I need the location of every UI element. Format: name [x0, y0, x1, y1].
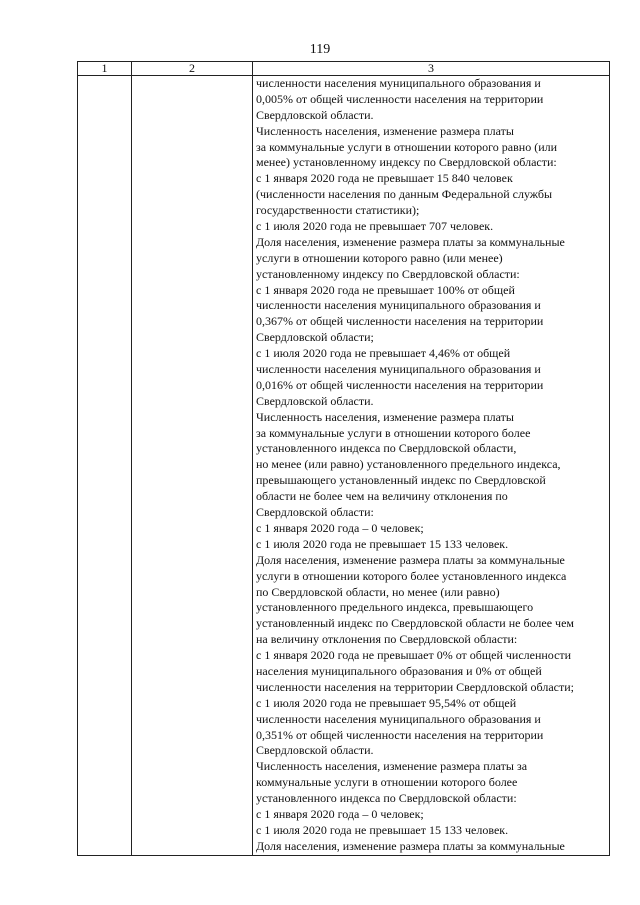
- table-row: [78, 76, 610, 856]
- text-line: численности населения муниципального образования и: [256, 298, 541, 313]
- text-line: установленного предельного индекса, превышающего: [256, 600, 534, 615]
- text-line: по Свердловской области, но менее (или равно): [256, 584, 500, 599]
- column-header-3: 3: [253, 62, 610, 76]
- text-line: численности населения муниципального образования и: [256, 711, 541, 726]
- text-line: за коммунальные услуги в отношении которого более: [256, 425, 531, 440]
- table-header-row: [78, 62, 610, 76]
- text-line: численности населения на территории Свердловской области;: [256, 679, 574, 694]
- text-line: области не более чем на величину отклонения по: [256, 489, 508, 504]
- text-line: численности населения муниципального образования и: [256, 362, 541, 377]
- table-cell-col-3: [253, 76, 610, 856]
- text-line: 0,351% от общей численности населения на территории: [256, 727, 544, 742]
- text-line: установленный индекс по Свердловской области не более чем: [256, 616, 574, 631]
- text-line: с 1 января 2020 года не превышает 15 840 человек: [256, 171, 513, 186]
- text-line: Численность населения, изменение размера платы: [256, 123, 514, 138]
- text-line: Свердловской области:: [256, 505, 374, 520]
- text-line: с 1 января 2020 года не превышает 100% от общей: [256, 282, 515, 297]
- text-line: (численности населения по данным Федеральной службы: [256, 187, 553, 202]
- text-line: 0,016% от общей численности населения на территории: [256, 377, 544, 392]
- text-line: государственности статистики);: [256, 203, 420, 218]
- text-line: Доля населения, изменение размера платы за коммунальные: [256, 552, 565, 567]
- table-cell-col-2: [132, 76, 253, 856]
- text-line: с 1 июля 2020 года не превышает 707 человек.: [256, 219, 494, 234]
- table-cell-col-1: [78, 76, 132, 856]
- text-line: Свердловской области.: [256, 107, 374, 122]
- text-line: установленного индекса по Свердловской области,: [256, 441, 517, 456]
- text-line: с 1 июля 2020 года не превышает 4,46% от общей: [256, 346, 511, 361]
- text-line: превышающего установленный индекс по Свердловской: [256, 473, 546, 488]
- text-line: Численность населения, изменение размера платы: [256, 409, 514, 424]
- text-line: Свердловской области;: [256, 330, 374, 345]
- text-line: коммунальные услуги в отношении которого более: [256, 775, 518, 790]
- text-line: но менее (или равно) установленного предельного индекса,: [256, 457, 561, 472]
- text-line: Численность населения, изменение размера платы за: [256, 759, 528, 774]
- cell-text-block: [253, 76, 609, 855]
- text-line: с 1 января 2020 года – 0 человек;: [256, 806, 424, 821]
- text-line: на величину отклонения по Свердловской области:: [256, 632, 518, 647]
- text-line: с 1 июля 2020 года не превышает 95,54% от общей: [256, 695, 517, 710]
- column-header-2: 2: [132, 62, 253, 76]
- text-line: услуги в отношении которого более установленного индекса: [256, 568, 567, 583]
- text-line: Свердловской области.: [256, 393, 374, 408]
- text-line: Доля населения, изменение размера платы за коммунальные: [256, 838, 565, 853]
- text-line: с 1 июля 2020 года не превышает 15 133 человек.: [256, 822, 509, 837]
- text-line: Свердловской области.: [256, 743, 374, 758]
- text-line: за коммунальные услуги в отношении которого равно (или: [256, 139, 558, 154]
- text-line: с 1 июля 2020 года не превышает 15 133 человек.: [256, 536, 509, 551]
- text-line: установленному индексу по Свердловской области:: [256, 266, 520, 281]
- text-line: с 1 января 2020 года не превышает 0% от общей численности: [256, 648, 572, 663]
- text-line: менее) установленному индексу по Свердловской области:: [256, 155, 557, 170]
- text-line: с 1 января 2020 года – 0 человек;: [256, 520, 424, 535]
- document-table: [77, 61, 610, 856]
- text-line: численности населения муниципального образования и: [256, 76, 541, 90]
- text-line: Доля населения, изменение размера платы за коммунальные: [256, 234, 565, 249]
- text-line: населения муниципального образования и 0% от общей: [256, 663, 542, 678]
- page-number: 119: [309, 42, 331, 57]
- text-line: установленного индекса по Свердловской области:: [256, 791, 517, 806]
- text-line: 0,367% от общей численности населения на территории: [256, 314, 544, 329]
- text-line: услуги в отношении которого равно (или менее): [256, 250, 503, 265]
- text-line: 0,005% от общей численности населения на территории: [256, 91, 544, 106]
- column-header-1: 1: [78, 62, 132, 76]
